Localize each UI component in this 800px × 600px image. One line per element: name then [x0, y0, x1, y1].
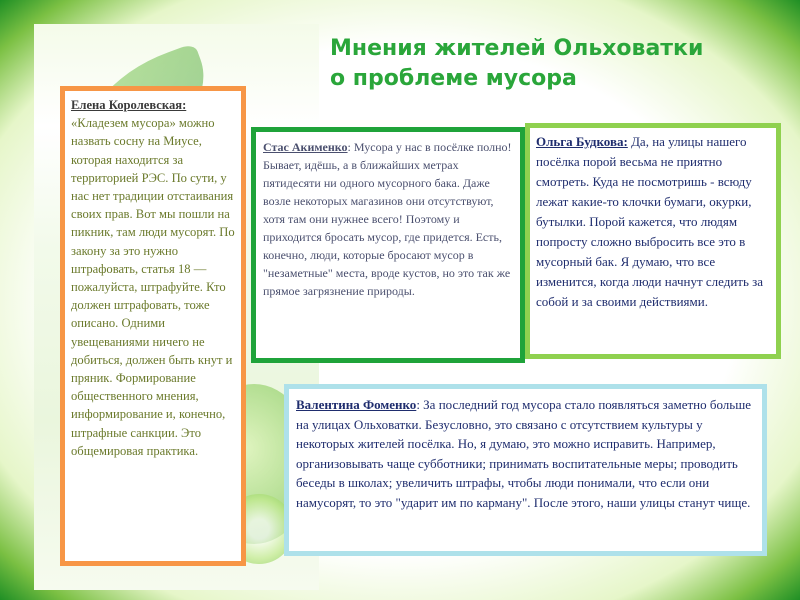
title-line-1: Мнения жителей Ольховатки — [330, 36, 704, 61]
opinion-card-valentina — [284, 384, 767, 556]
opinion-card-stas — [251, 127, 525, 363]
title-line-2: о проблеме мусора — [330, 66, 577, 91]
opinion-card-olga — [525, 123, 781, 359]
author-name: Елена Королевская: — [71, 98, 187, 112]
author-name: Ольга Будкова: — [536, 134, 628, 149]
opinion-text: Да, на улицы нашего посёлка порой весьма не приятно смотреть. Куда не посмотришь - всюду лежат какие-то клочки бумаги, окурки, бутылки. Порой кажется, что людям попросту сложно выбросить все это в мусорный бак. Я думаю, что все изменится, когда люди начнут следить за собой и за своими действиями. — [536, 134, 764, 309]
slide-title — [330, 34, 770, 94]
opinion-text: : За последний год мусора стало появляться заметно больше на улицах Ольховатки. Безусловно, это связано с отсутствием культуры у некоторых жителей посёлка. Но, я думаю, это можно исправить. Например, организовывать чаще субботники; принимать воспитательные меры; проводить беседы в школах; увеличить штрафы, чтобы люди понимали, что если они намусорят, то это "ударит им по карману". После этого, наши улицы станут чище. — [296, 397, 751, 510]
opinion-card-elena — [60, 86, 246, 566]
opinion-text: «Кладезем мусора» можно назвать сосну на Миусе, которая находится за территорией РЭС. По сути, у нас нет традиции отстаивания своих прав. Вот мы пошли на пикник, там люди мусорят. По закону за это нужно штрафовать, статья 18 — пожалуйста, штрафуйте. Кто должен штрафовать, тоже описано. Одними увещеваниями ничего не добиться, должен быть кнут и пряник. Формирование общественного мнения, информирование и, конечно, штрафные санкции. Это общемировая практика. — [71, 116, 235, 458]
author-name: Валентина Фоменко — [296, 397, 417, 412]
author-name: Стас Акименко — [263, 140, 348, 154]
opinion-text: : Мусора у нас в посёлке полно! Бывает, идёшь, а в ближайших метрах пятидесяти ни одного мусорного бака. Даже возле некоторых магазинов они отсутствуют, хотя там они нужнее всего! Поэтому и приходится бросать мусор, где придется. Есть, конечно, люди, которые бросают мусор в "незаметные" места, вроде кустов, но это так же прямое загрязнение природы. — [263, 140, 512, 298]
